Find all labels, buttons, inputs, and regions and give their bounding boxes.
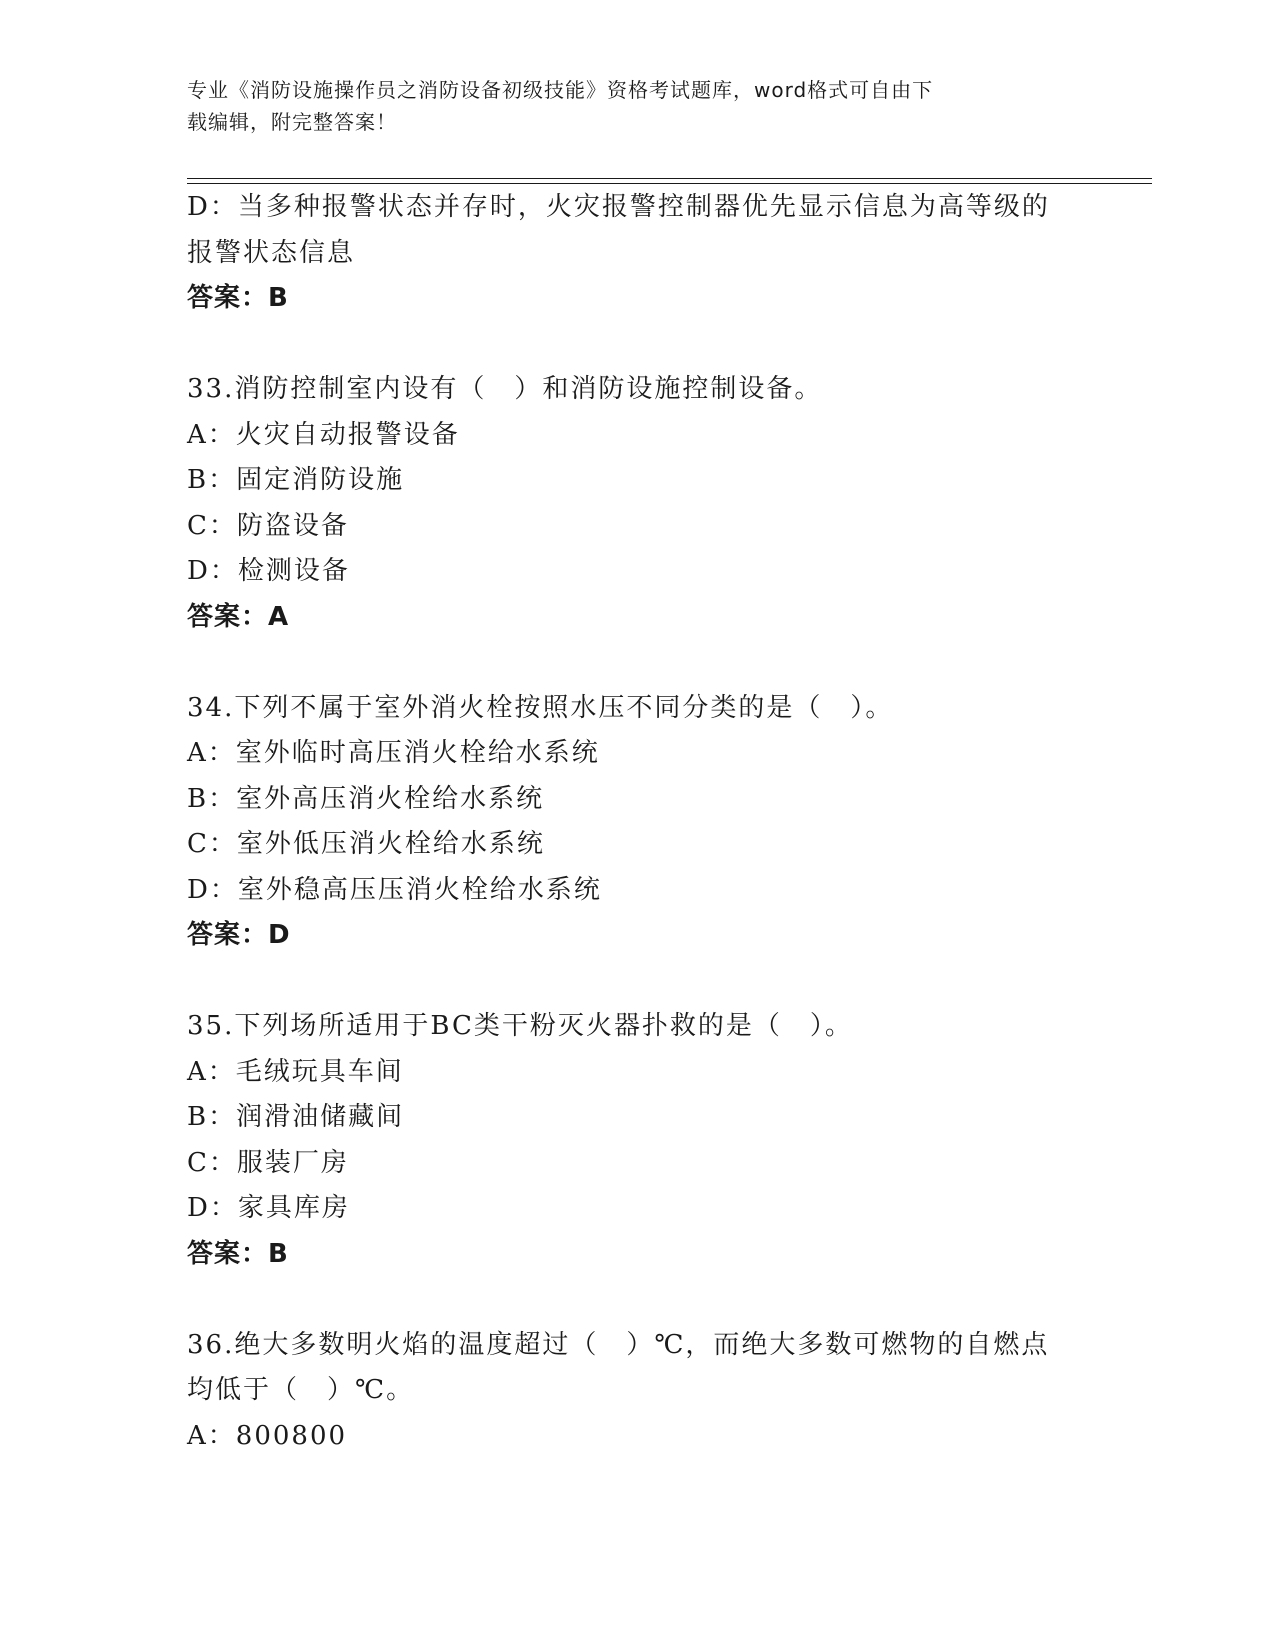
previous-option-d-line-1: D：当多种报警状态并存时，火灾报警控制器优先显示信息为高等级的 [187,192,1050,222]
spacer [187,1277,1087,1323]
spacer [187,640,1087,686]
option-d: D：家具库房 [187,1193,350,1223]
question-block-36 [187,1323,1087,1460]
spacer [187,322,1087,368]
option-c: C：防盗设备 [187,510,349,541]
option-a: A：室外临时高压消火栓给水系统 [187,738,600,768]
option-c: C：服装厂房 [187,1147,349,1178]
option-b: B：润滑油储藏间 [187,1102,405,1132]
option-b: B：固定消防设施 [187,465,405,495]
previous-answer: 答案：B [187,283,289,313]
question-block-35 [187,1004,1087,1277]
option-a: A：毛绒玩具车间 [187,1056,404,1087]
answer: 答案：B [187,1238,289,1269]
question-stem-line-1: 36.绝大多数明火焰的温度超过（ ）℃，而绝大多数可燃物的自燃点 [187,1329,1050,1360]
header-divider-top [187,178,1152,179]
document-header [187,74,1087,138]
header-line-1: 专业《消防设施操作员之消防设备初级技能》资格考试题库，word格式可自由下 [187,78,934,102]
spacer [187,959,1087,1005]
question-content [187,185,1087,1459]
option-b: B：室外高压消火栓给水系统 [187,783,545,814]
question-block-34 [187,686,1087,959]
option-a: A：火灾自动报警设备 [187,419,460,450]
question-block-33 [187,367,1087,640]
option-a: A：800800 [187,1420,348,1451]
question-stem: 35.下列场所适用于BC类干粉灭火器扑救的是（ ）。 [187,1011,853,1041]
header-divider-bottom [187,183,1152,184]
option-d: D：检测设备 [187,556,350,586]
question-stem: 33.消防控制室内设有（ ）和消防设施控制设备。 [187,374,823,404]
answer: 答案：A [187,601,290,632]
option-c: C：室外低压消火栓给水系统 [187,829,545,859]
option-d: D：室外稳高压压消火栓给水系统 [187,874,602,905]
header-line-2: 载编辑，附完整答案！ [187,110,397,134]
question-stem: 34.下列不属于室外消火栓按照水压不同分类的是（ ）。 [187,692,894,723]
question-stem-line-2: 均低于（ ）℃。 [187,1375,415,1405]
answer: 答案：D [187,920,291,950]
previous-option-d-line-2: 报警状态信息 [187,237,356,268]
